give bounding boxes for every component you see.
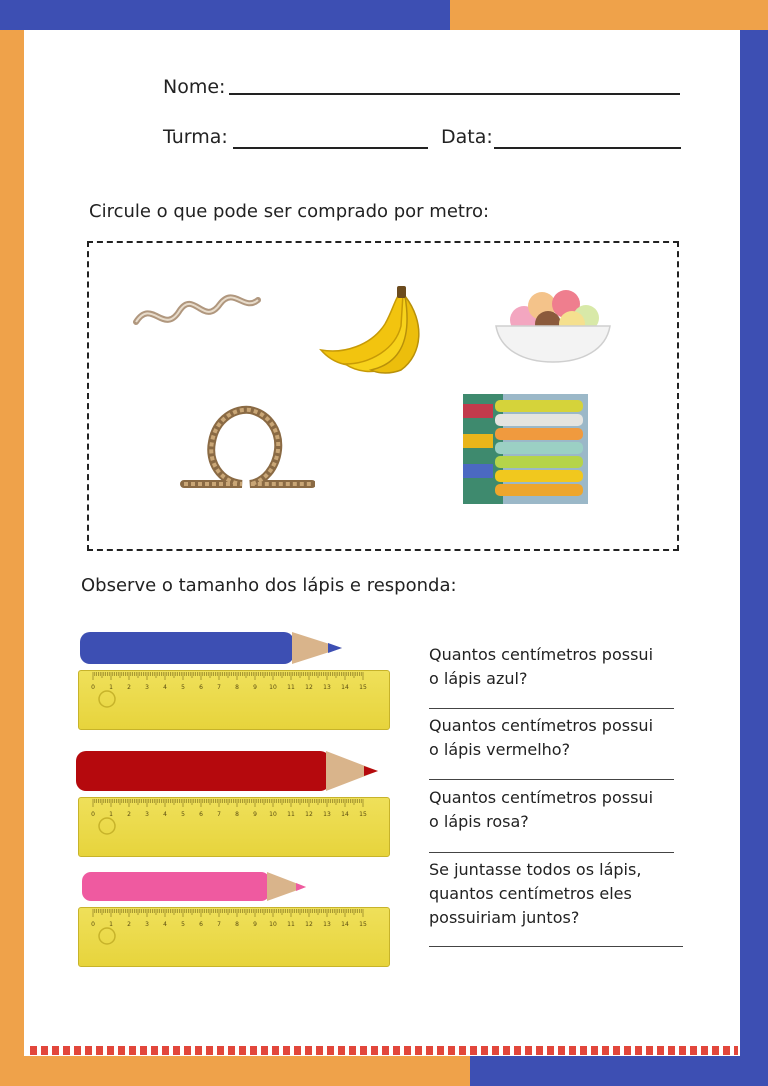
ruler-tick-label: 15 [359, 684, 367, 691]
question-total-line3: possuiriam juntos? [429, 908, 580, 927]
ruler-tick-label: 14 [341, 921, 349, 928]
ruler-tick-label: 5 [181, 684, 185, 691]
ruler-tick-label: 11 [287, 684, 295, 691]
ruler-tick-label: 14 [341, 684, 349, 691]
ruler-tick-label: 2 [127, 921, 131, 928]
ruler-tick-label: 14 [341, 811, 349, 818]
ruler-tick-label: 6 [199, 684, 203, 691]
frame-left [0, 30, 24, 1086]
ruler-tick-label: 12 [305, 811, 313, 818]
ruler-tick-label: 10 [269, 921, 277, 928]
pencil-pink[interactable] [82, 871, 306, 902]
ruler-tick-label: 0 [91, 684, 95, 691]
ruler-tick-label: 8 [235, 811, 239, 818]
ruler-tick-label: 7 [217, 684, 221, 691]
answer-pink-line[interactable] [429, 852, 674, 853]
ruler-tick-label: 7 [217, 811, 221, 818]
ruler-tick-label: 8 [235, 684, 239, 691]
instruction-observe: Observe o tamanho dos lápis e responda: [81, 575, 457, 596]
ruler-tick-label: 0 [91, 811, 95, 818]
question-blue-line1: Quantos centímetros possui [429, 645, 654, 664]
ruler-tick-label: 15 [359, 921, 367, 928]
ruler-tick-label: 10 [269, 811, 277, 818]
ruler-tick-label: 2 [127, 684, 131, 691]
date-field[interactable] [494, 147, 681, 149]
frame-bottom-blue [470, 1056, 768, 1086]
question-blue-line2: o lápis azul? [429, 669, 528, 688]
answer-blue-line[interactable] [429, 708, 674, 709]
ruler-tick-label: 3 [145, 811, 149, 818]
ruler-tick-label: 11 [287, 811, 295, 818]
instruction-circle: Circule o que pode ser comprado por metro: [89, 201, 490, 222]
answer-total-line[interactable] [429, 946, 683, 947]
ruler-tick-label: 11 [287, 921, 295, 928]
ruler-tick-label: 1 [109, 921, 113, 928]
ruler-tick-label: 10 [269, 684, 277, 691]
frame-bottom-orange [0, 1056, 470, 1086]
ruler-tick-label: 1 [109, 684, 113, 691]
ruler-tick-label: 3 [145, 684, 149, 691]
ruler-tick-label: 12 [305, 684, 313, 691]
question-red-line1: Quantos centímetros possui [429, 716, 654, 735]
ruler-tick-label: 13 [323, 921, 331, 928]
ruler-tick-label: 9 [253, 684, 257, 691]
name-field[interactable] [229, 93, 680, 95]
ruler-tick-label: 7 [217, 921, 221, 928]
question-blue [429, 643, 699, 691]
frame-top-orange [450, 0, 768, 30]
bananas-image[interactable] [313, 284, 428, 374]
ruler-3-ticks [79, 908, 389, 966]
ruler-tick-label: 5 [181, 811, 185, 818]
fabric-rolls-image[interactable] [463, 394, 588, 504]
ruler-tick-label: 13 [323, 684, 331, 691]
question-total-line1: Se juntasse todos os lápis, [429, 860, 642, 879]
ruler-1 [78, 670, 390, 730]
ice-cream-bowl-image[interactable] [494, 284, 612, 366]
question-pink-line2: o lápis rosa? [429, 812, 529, 831]
question-total-line2: quantos centímetros eles [429, 884, 632, 903]
class-field[interactable] [233, 147, 428, 149]
question-pink [429, 786, 699, 834]
ruler-2-ticks [79, 798, 389, 856]
ruler-tick-label: 5 [181, 921, 185, 928]
frame-top-blue [0, 0, 450, 30]
ruler-tick-label: 9 [253, 921, 257, 928]
question-pink-line1: Quantos centímetros possui [429, 788, 654, 807]
ruler-tick-label: 4 [163, 811, 167, 818]
ruler-1-ticks [79, 671, 389, 729]
class-label: Turma: [163, 126, 228, 148]
question-total [429, 858, 699, 930]
ruler-tick-label: 13 [323, 811, 331, 818]
ruler-tick-label: 15 [359, 811, 367, 818]
pencil-red[interactable] [76, 750, 378, 792]
rope-image[interactable] [180, 402, 315, 492]
ruler-3 [78, 907, 390, 967]
ruler-tick-label: 0 [91, 921, 95, 928]
date-label: Data: [441, 126, 493, 148]
ruler-tick-label: 1 [109, 811, 113, 818]
ruler-tick-label: 3 [145, 921, 149, 928]
ruler-tick-label: 4 [163, 921, 167, 928]
ruler-2 [78, 797, 390, 857]
name-label: Nome: [163, 76, 226, 98]
frame-right [740, 30, 768, 1086]
ruler-tick-label: 6 [199, 921, 203, 928]
ruler-tick-label: 4 [163, 684, 167, 691]
question-red [429, 714, 699, 762]
ruler-tick-label: 9 [253, 811, 257, 818]
ruler-tick-label: 12 [305, 921, 313, 928]
answer-red-line[interactable] [429, 779, 674, 780]
pencil-blue[interactable] [80, 631, 342, 665]
decorative-dash-strip [30, 1046, 738, 1055]
ribbon-image[interactable] [132, 282, 262, 344]
ruler-tick-label: 2 [127, 811, 131, 818]
ruler-tick-label: 6 [199, 811, 203, 818]
ruler-tick-label: 8 [235, 921, 239, 928]
question-red-line2: o lápis vermelho? [429, 740, 571, 759]
